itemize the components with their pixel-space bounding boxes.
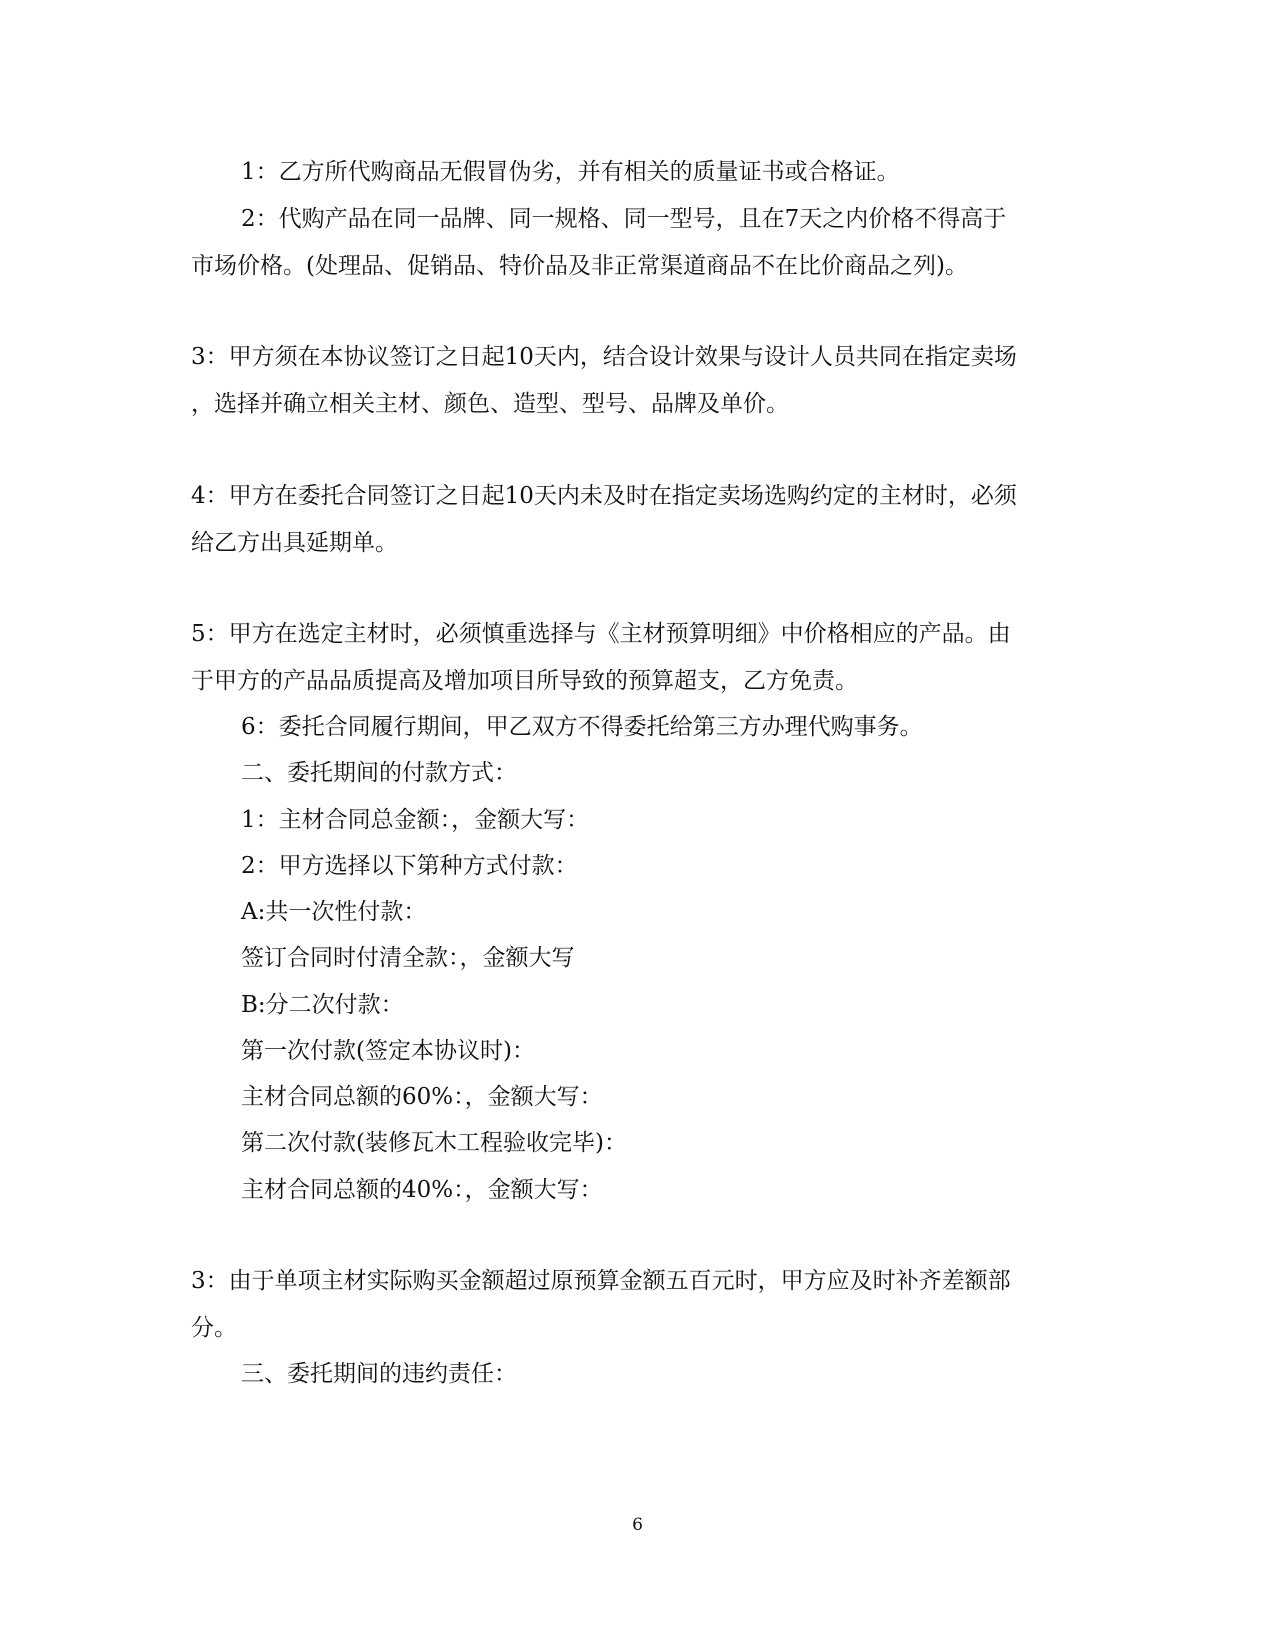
clause-4-line-2: 给乙方出具延期单。	[191, 530, 398, 556]
payment-item-3-line-1: 3：由于单项主材实际购买金额超过原预算金额五百元时，甲方应及时补齐差额部	[191, 1268, 1011, 1294]
clause-2-line-1: 2：代购产品在同一品牌、同一规格、同一型号，且在7天之内价格不得高于	[241, 206, 1007, 232]
payment-option-b: B:分二次付款：	[241, 992, 404, 1018]
section-2-heading: 二、委托期间的付款方式：	[241, 760, 517, 786]
page-number: 6	[632, 1515, 643, 1535]
clause-1: 1：乙方所代购商品无假冒伪劣，并有相关的质量证书或合格证。	[241, 159, 900, 185]
payment-item-3-line-2: 分。	[191, 1315, 237, 1341]
first-payment: 第一次付款(签定本协议时)：	[241, 1038, 535, 1064]
clause-6: 6：委托合同履行期间，甲乙双方不得委托给第三方办理代购事务。	[241, 714, 923, 740]
second-payment: 第二次付款(装修瓦木工程验收完毕)：	[241, 1130, 627, 1156]
payment-item-1: 1：主材合同总金额：，金额大写：	[241, 807, 590, 833]
payment-option-a: A:共一次性付款：	[241, 899, 427, 925]
first-payment-detail: 主材合同总额的60%：，金额大写：	[241, 1084, 603, 1110]
payment-item-2: 2：甲方选择以下第种方式付款：	[241, 853, 578, 879]
clause-3-line-1: 3：甲方须在本协议签订之日起10天内，结合设计效果与设计人员共同在指定卖场	[191, 344, 1017, 370]
clause-5-line-1: 5：甲方在选定主材时，必须慎重选择与《主材预算明细》中价格相应的产品。由	[191, 621, 1011, 647]
section-3-heading: 三、委托期间的违约责任：	[241, 1361, 517, 1387]
clause-4-line-1: 4：甲方在委托合同签订之日起10天内未及时在指定卖场选购约定的主材时，必须	[191, 483, 1017, 509]
clause-3-line-2: ，选择并确立相关主材、颜色、造型、型号、品牌及单价。	[191, 391, 789, 417]
clause-5-line-2: 于甲方的产品品质提高及增加项目所导致的预算超支，乙方免责。	[191, 668, 858, 694]
payment-option-a-detail: 签订合同时付清全款：，金额大写	[241, 945, 575, 971]
second-payment-detail: 主材合同总额的40%：，金额大写：	[241, 1177, 603, 1203]
clause-2-line-2: 市场价格。(处理品、促销品、特价品及非正常渠道商品不在比价商品之列)。	[191, 253, 968, 279]
